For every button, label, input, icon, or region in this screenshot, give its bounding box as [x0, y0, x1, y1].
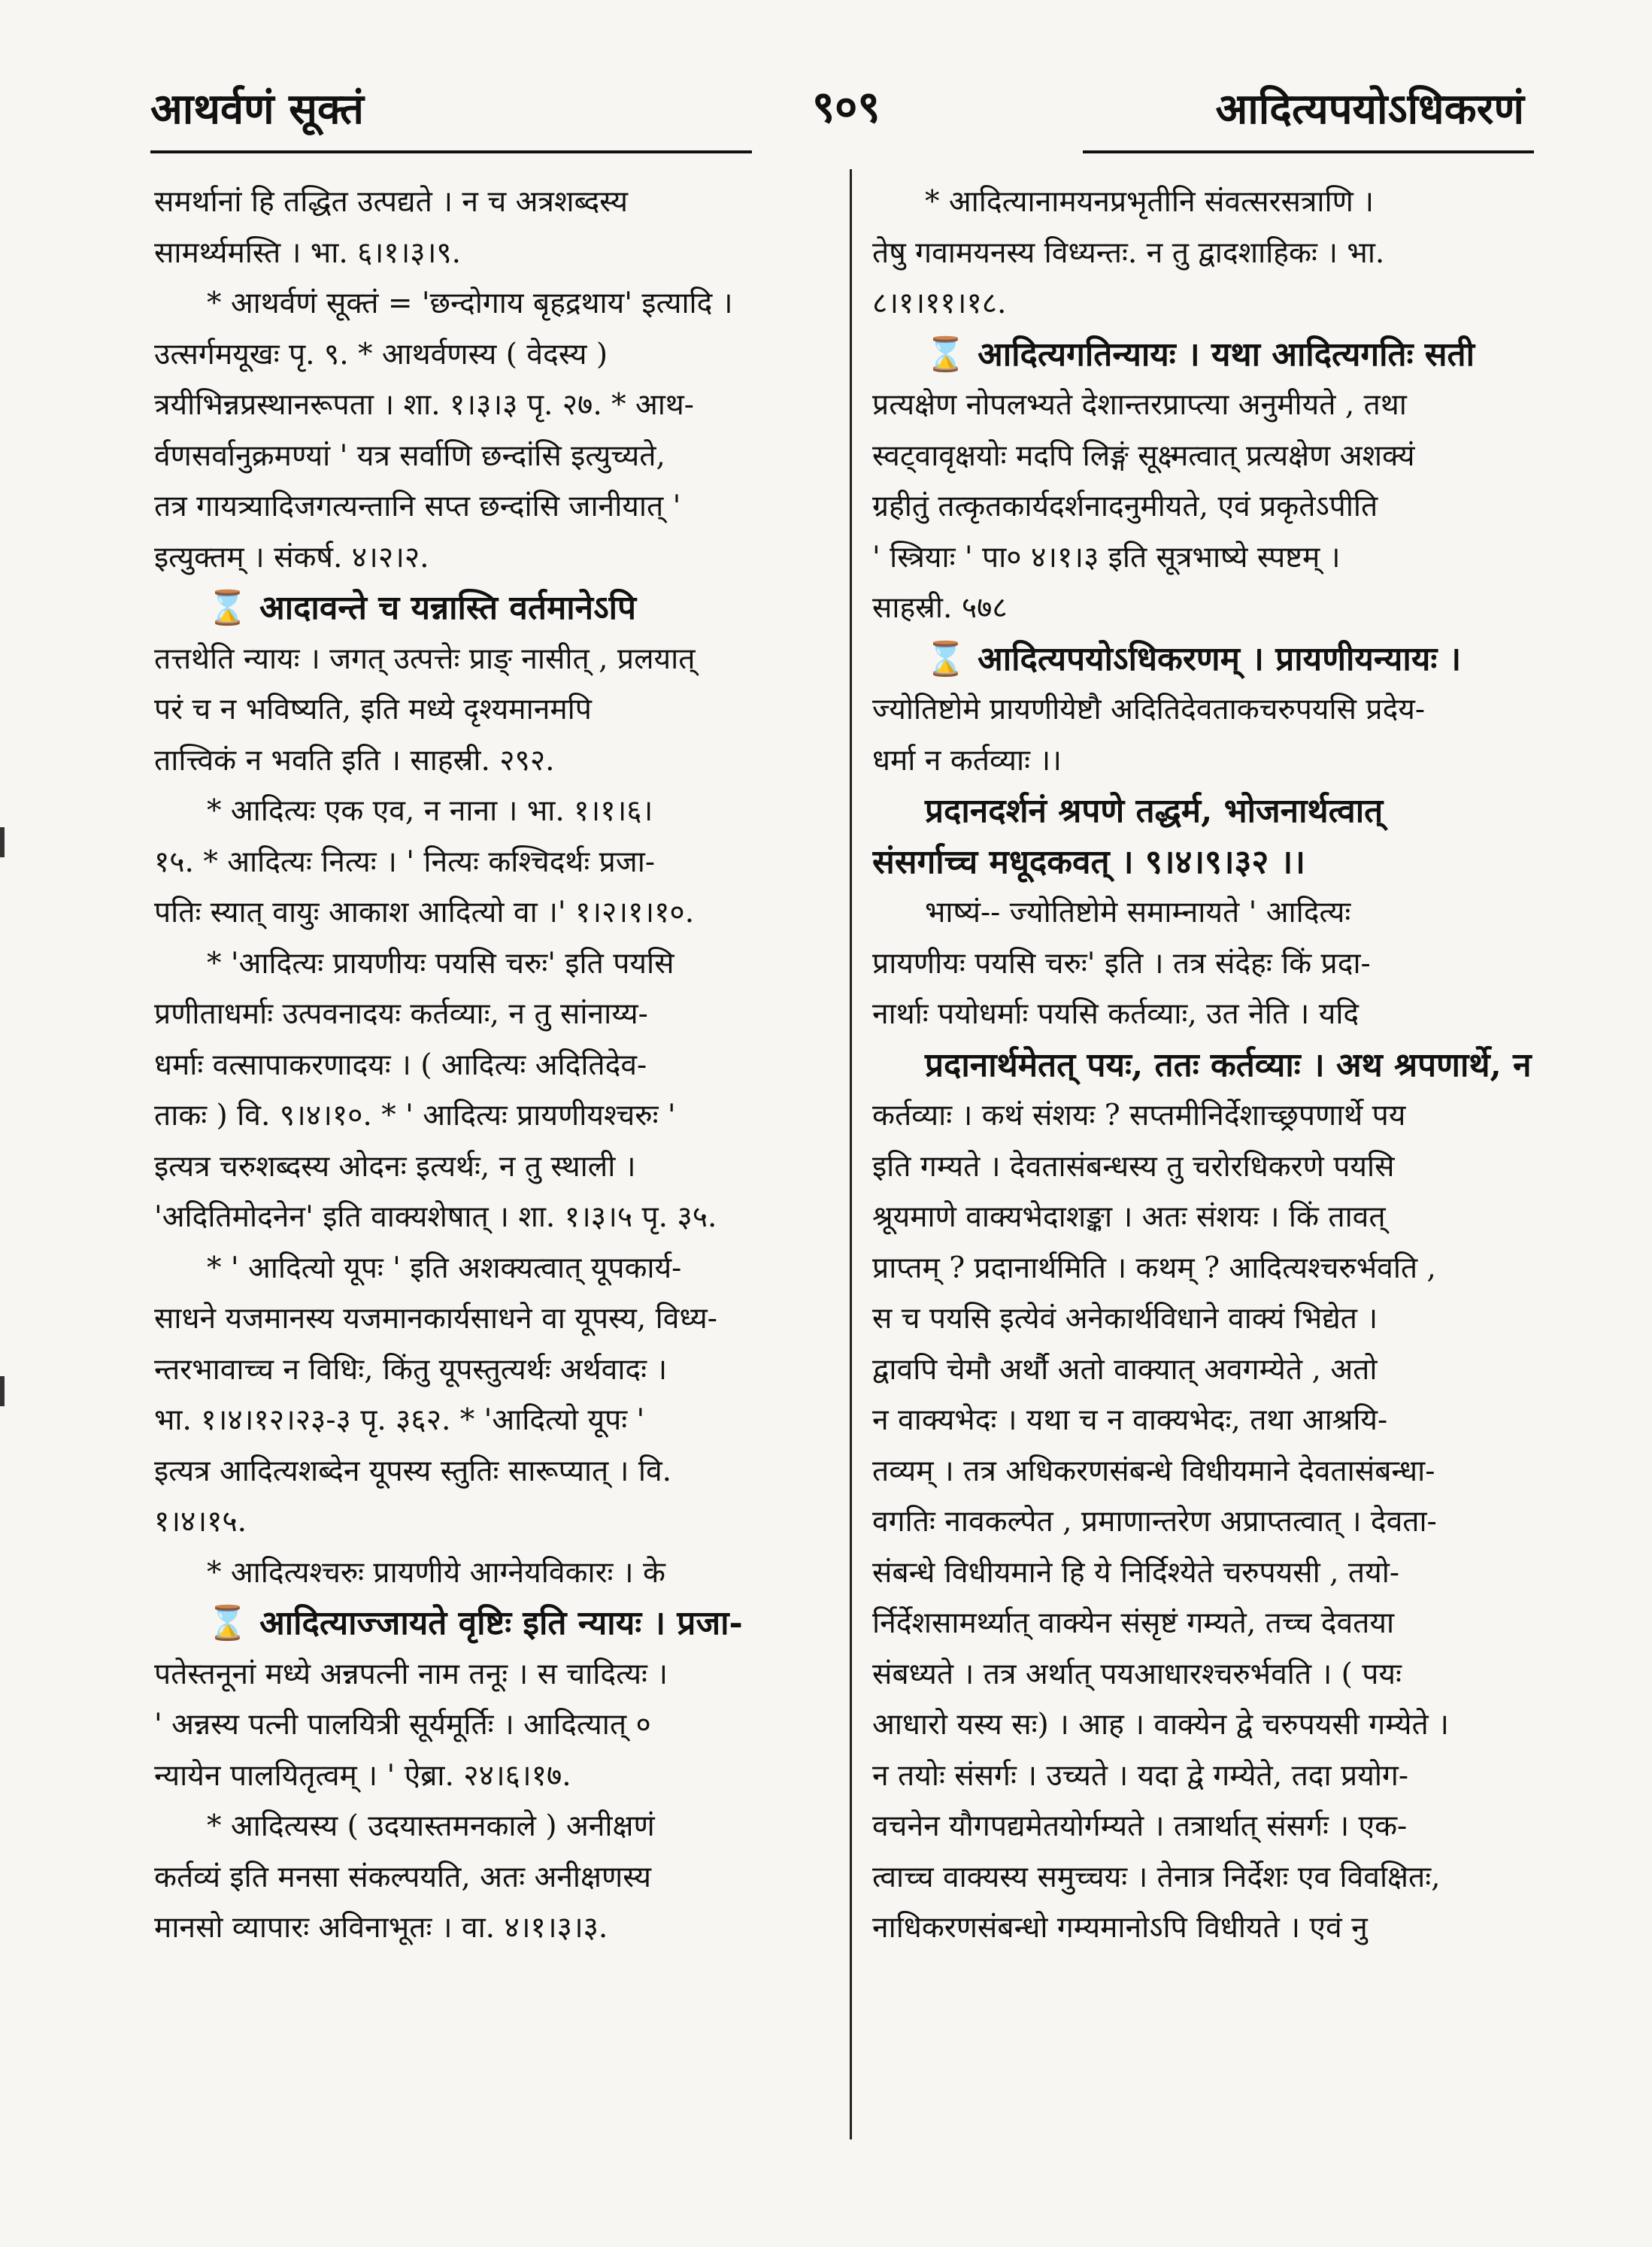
right-column	[872, 177, 1553, 1954]
text-line: ताकः ) वि. ९।४।१०. * ' आदित्यः प्रायणीयश्चरुः '	[154, 1099, 676, 1133]
text-line: नार्थाः पयोधर्माः पयसि कर्तव्याः, उत नेति । यदि	[872, 997, 1359, 1031]
text-line: इत्यत्र आदित्यशब्देन यूपस्य स्तुतिः सारूप्यात् । वि.	[154, 1454, 672, 1488]
text-line: द्वावपि चेमौ अर्थौ अतो वाक्यात् अवगम्येते , अतो	[872, 1352, 1378, 1387]
text-line: ⌛ आदित्यगतिन्यायः । यथा आदित्यगतिः सती	[925, 335, 1475, 374]
text-line: इति गम्यते । देवतासंबन्धस्य तु चरोरधिकरणे पयसि	[872, 1149, 1395, 1184]
text-line: * आदित्यश्चरुः प्रायणीये आग्नेयविकारः । के	[207, 1555, 665, 1590]
text-line: उत्सर्गमयूखः पृ. ९. * आथर्वणस्य ( वेदस्य )	[154, 337, 608, 371]
text-line: संबध्यते । तत्र अर्थात् पयआधारश्चरुर्भवति । ( पयः	[872, 1657, 1402, 1691]
text-line: न्यायेन पालयितृत्वम् । ' ऐब्रा. २४।६।१७.	[154, 1758, 571, 1793]
text-line: * 'आदित्यः प्रायणीयः पयसि चरुः' इति पयसि	[207, 946, 674, 981]
page-number: ९०९	[812, 81, 881, 132]
page-header	[150, 71, 1524, 154]
text-line: साधने यजमानस्य यजमानकार्यसाधने वा यूपस्य, विध्य-	[154, 1302, 717, 1336]
text-line: न तयोः संसर्गः । उच्यते । यदा द्वे गम्येते, तदा प्रयोग-	[872, 1758, 1409, 1793]
text-line: 'अदितिमोदनेन' इति वाक्यशेषात् । शा. १।३।५ पृ. ३५.	[154, 1200, 717, 1234]
text-line: पतेस्तनूनां मध्ये अन्नपत्नी नाम तनूः । स चादित्यः ।	[154, 1657, 668, 1691]
text-line: ' अन्नस्य पत्नी पालयित्री सूर्यमूर्तिः । आदित्यात् ०	[154, 1708, 651, 1742]
text-line: वचनेन यौगपद्यमेतयोर्गम्यते । तत्रार्थात् संसर्गः । एक-	[872, 1809, 1408, 1843]
text-line: इत्युक्तम् । संकर्ष. ४।२।२.	[154, 540, 429, 575]
text-line: ⌛ आदावन्ते च यन्नास्ति वर्तमानेऽपि	[207, 589, 637, 627]
text-line: प्राप्तम् ? प्रदानार्थमिति । कथम् ? आदित्यश्चरुर्भवति ,	[872, 1251, 1436, 1285]
text-line: १५. * आदित्यः नित्यः । ' नित्यः कश्चिदर्थः प्रजा-	[154, 845, 656, 879]
text-line: समर्थानां हि तद्धित उत्पद्यते । न च अत्रशब्दस्य	[154, 185, 628, 219]
header-rule-left	[150, 150, 752, 153]
text-line: प्रायणीयः पयसि चरुः' इति । तत्र संदेहः किं प्रदा-	[872, 946, 1371, 981]
text-line: स च पयसि इत्येवं अनेकार्थविधाने वाक्यं भिद्येत ।	[872, 1302, 1378, 1336]
text-line: नाधिकरणसंबन्धो गम्यमानोऽपि विधीयते । एवं नु	[872, 1911, 1368, 1945]
text-line: प्रत्यक्षेण नोपलभ्यते देशान्तरप्राप्त्या अनुमीयते , तथा	[872, 388, 1407, 422]
text-line: स्वट्वावृक्षयोः मदपि लिङ्गं सूक्ष्मत्वात् प्रत्यक्षेण अशक्यं	[872, 438, 1415, 473]
text-line: त्रयीभिन्नप्रस्थानरूपता । शा. १।३।३ पृ. २७. * आथ-	[154, 388, 694, 422]
text-line: कर्तव्याः । कथं संशयः ? सप्तमीनिर्देशाच्छ्रपणार्थे पय	[872, 1099, 1406, 1133]
text-line: इत्यत्र चरुशब्दस्य ओदनः इत्यर्थः, न तु स्थाली ।	[154, 1149, 636, 1184]
running-head-left: आथर्वणं सूक्तं	[150, 84, 364, 134]
text-line: न वाक्यभेदः । यथा च न वाक्यभेदः, तथा आश्रयि-	[872, 1403, 1388, 1437]
header-rule-right	[1083, 150, 1534, 153]
text-line: ' स्त्रियाः ' पा० ४।१।३ इति सूत्रभाष्ये स्पष्टम् ।	[872, 540, 1341, 575]
text-line: तत्र गायत्र्यादिजगत्यन्तानि सप्त छन्दांसि जानीयात् '	[154, 490, 681, 523]
column-divider	[850, 169, 852, 2139]
left-column	[154, 177, 835, 1954]
text-line: * आदित्यस्य ( उदयास्तमनकाले ) अनीक्षणं	[207, 1809, 655, 1843]
text-line: मानसो व्यापारः अविनाभूतः । वा. ४।१।३।३.	[154, 1911, 608, 1945]
text-line: र्वणसर्वानुक्रमण्यां ' यत्र सर्वाणि छन्दांसि इत्युच्यते,	[154, 438, 665, 473]
text-line: तेषु गवामयनस्य विध्यन्तः. न तु द्वादशाहिकः । भा.	[872, 235, 1385, 270]
text-line: तव्यम् । तत्र अधिकरणसंबन्धे विधीयमाने देवतासंबन्धा-	[872, 1454, 1435, 1488]
text-line: वगतिः नावकल्पेत , प्रमाणान्तरेण अप्राप्तत्वात् । देवता-	[872, 1505, 1437, 1539]
text-line: * आदित्यः एक एव, न नाना । भा. १।१।६।	[207, 794, 653, 828]
text-line: त्वाच्च वाक्यस्य समुच्चयः । तेनात्र निर्देशः एव विवक्षितः,	[872, 1860, 1441, 1894]
text-line: ८।१।११।१८.	[872, 287, 1007, 320]
text-line: धर्मा न कर्तव्याः ।।	[872, 743, 1062, 778]
text-line: र्निर्देशसामर्थ्यात् वाक्येन संसृष्टं गम्यते, तच्च देवतया	[872, 1606, 1395, 1640]
text-line: पतिः स्यात् वायुः आकाश आदित्यो वा ।' १।२।१।१०.	[154, 896, 695, 929]
text-line: प्रदानदर्शनं श्रपणे तद्धर्म, भोजनार्थत्वात्	[925, 792, 1384, 830]
text-line: धर्माः वत्सापाकरणादयः । ( आदित्यः अदितिदेव-	[154, 1048, 647, 1082]
text-line: * ' आदित्यो यूपः ' इति अशक्यत्वात् यूपकार्य-	[207, 1251, 682, 1285]
text-line: तात्त्विकं न भवति इति । साहस्री. २९२.	[154, 743, 555, 778]
text-line: * आदित्यानामयनप्रभृतीनि संवत्सरसत्राणि ।	[925, 185, 1374, 219]
text-line: श्रूयमाणे वाक्यभेदाशङ्का । अतः संशयः । किं तावत्	[872, 1200, 1386, 1234]
text-line: साहस्री. ५७८	[872, 591, 1008, 625]
margin-mark	[0, 827, 5, 857]
text-line: तत्तथेति न्यायः । जगत् उत्पत्तेः प्राङ् नासीत् , प्रलयात्	[154, 641, 696, 676]
text-line: १।४।१५.	[154, 1505, 247, 1539]
text-line: संसर्गाच्च मधूदकवत् । ९।४।९।३२ ।।	[872, 842, 1305, 881]
text-line: ⌛ आदित्याज्जायते वृष्टिः इति न्यायः । प्रजा-	[207, 1604, 743, 1642]
text-line: परं च न भविष्यति, इति मध्ये दृश्यमानमपि	[154, 693, 592, 726]
text-line: भा. १।४।१२।२३-३ पृ. ३६२. * 'आदित्यो यूपः '	[154, 1403, 645, 1437]
text-line: प्रदानार्थमेतत् पयः, ततः कर्तव्याः । अथ श्रपणार्थे, न	[925, 1045, 1532, 1084]
running-head-right: आदित्यपयोऽधिकरणं	[1215, 84, 1524, 134]
text-line: भाष्यं-- ज्योतिष्टोमे समाम्नायते ' आदित्यः	[925, 896, 1351, 929]
text-line: * आथर्वणं सूक्तं = 'छन्दोगाय बृहद्रथाय' इत्यादि ।	[207, 287, 733, 320]
text-line: कर्तव्यं इति मनसा संकल्पयति, अतः अनीक्षणस्य	[154, 1860, 651, 1894]
text-line: ग्रहीतुं तत्कृतकार्यदर्शनादनुमीयते, एवं प्रकृतेऽपीति	[872, 490, 1378, 523]
text-line: सामर्थ्यमस्ति । भा. ६।१।३।९.	[154, 235, 462, 270]
text-line: न्तरभावाच्च न विधिः, किंतु यूपस्तुत्यर्थः अर्थवादः ।	[154, 1352, 668, 1387]
text-line: संबन्धे विधीयमाने हि ये निर्दिश्येते चरुपयसी , तयो-	[872, 1555, 1400, 1590]
margin-mark	[0, 1376, 5, 1406]
text-line: ज्योतिष्टोमे प्रायणीयेष्टौ अदितिदेवताकचरुपयसि प्रदेय-	[872, 693, 1426, 726]
text-line: प्रणीताधर्माः उत्पवनादयः कर्तव्याः, न तु सांनाय्य-	[154, 997, 648, 1031]
text-line: आधारो यस्य सः) । आह । वाक्येन द्वे चरुपयसी गम्येते ।	[872, 1708, 1449, 1742]
text-line: ⌛ आदित्यपयोऽधिकरणम् । प्रायणीयन्यायः ।	[925, 639, 1462, 678]
